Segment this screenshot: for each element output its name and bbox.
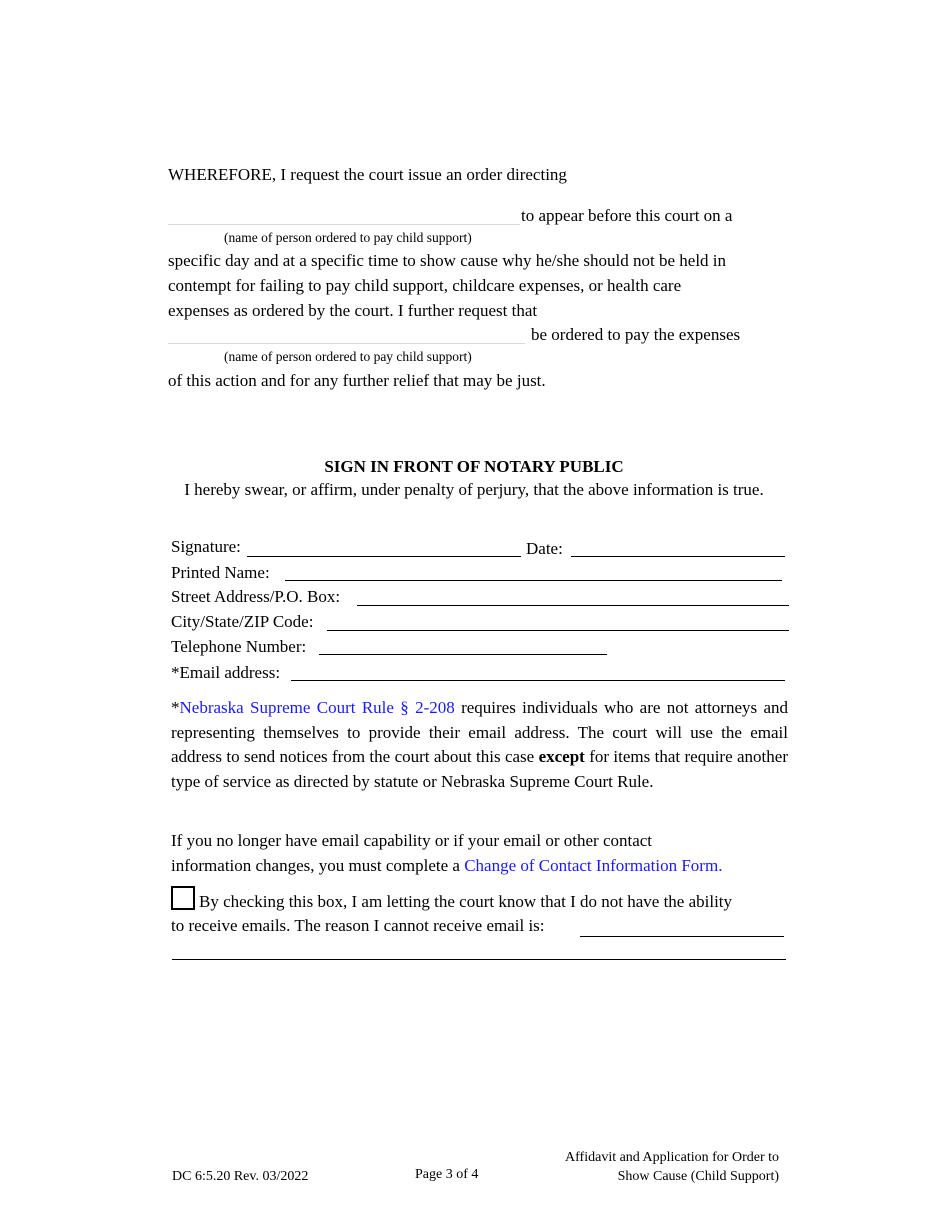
closing-line: of this action and for any further relief that may be just. [168,371,546,390]
appear-text: to appear before this court on a [521,206,733,225]
no-email-line-2: to receive emails. The reason I cannot receive email is: [171,916,545,935]
signature-label: Signature: [171,537,241,556]
reason-line-1[interactable] [580,936,784,937]
phone-line[interactable] [319,654,607,655]
date-label: Date: [526,539,563,558]
street-label: Street Address/P.O. Box: [171,587,341,606]
pay-person-field[interactable] [168,343,525,344]
rule-link[interactable]: Nebraska Supreme Court Rule § 2-208 [179,698,455,717]
city-line[interactable] [327,630,789,631]
contact-text: If you no longer have email capability or if your email or other contact information changes, you must complete a [171,831,653,875]
notary-oath: I hereby swear, or affirm, under penalty of perjury, that the above information is true. [184,480,764,499]
street-line[interactable] [357,605,789,606]
email-line[interactable] [291,680,785,681]
date-line[interactable] [571,556,785,557]
signature-line[interactable] [247,556,521,557]
field-hint-1: (name of person ordered to pay child support) [224,230,472,245]
email-notice [171,696,788,794]
pay-text: be ordered to pay the expenses [531,325,741,344]
no-email-line-1: By checking this box, I am letting the court know that I do not have the ability [199,892,733,911]
notice-bold: except [538,747,585,766]
city-label: City/State/ZIP Code: [171,612,314,631]
phone-label: Telephone Number: [171,637,307,656]
contact-notice [171,829,731,878]
email-label: *Email address: [171,663,281,682]
reason-line-2[interactable] [172,959,786,960]
notice-text-a: requires individuals who are not attorneys and representing themselves to provide their email address. The court will use the email address to send notices from the court about this case [171,698,788,766]
notary-heading: SIGN IN FRONT OF NOTARY PUBLIC [324,457,624,476]
printed-name-line[interactable] [285,580,782,581]
notice-star: * [171,698,180,717]
wherefore-intro: WHEREFORE, I request the court issue an order directing [168,165,567,184]
notice-text-b: for items that require another type of service as directed by statute or Nebraska Supreme Court Rule. [171,747,788,791]
no-email-checkbox[interactable] [171,886,195,910]
body-line-1: specific day and at a specific time to show cause why he/she should not be held in [168,251,727,270]
change-contact-link[interactable]: Change of Contact Information Form. [464,855,723,875]
footer-title-2: Show Cause (Child Support) [617,1169,779,1184]
body-line-3: expenses as ordered by the court. I further request that [168,301,538,320]
page-number: Page 3 of 4 [415,1167,479,1182]
form-id: DC 6:5.20 Rev. 03/2022 [172,1169,309,1184]
footer-title-1: Affidavit and Application for Order to [565,1150,779,1165]
field-hint-2: (name of person ordered to pay child support) [224,349,472,364]
body-line-2: contempt for failing to pay child support, childcare expenses, or health care [168,276,682,295]
printed-name-label: Printed Name: [171,563,270,582]
ordered-person-field[interactable] [168,224,520,225]
